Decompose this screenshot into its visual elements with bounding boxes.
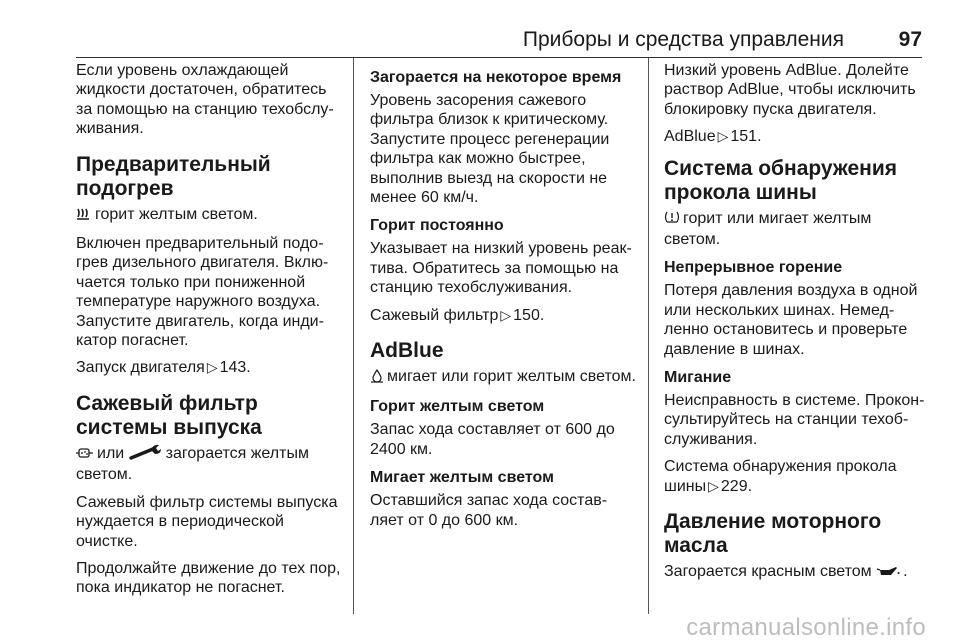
dpf-ref-page[interactable]: 150. <box>513 306 545 324</box>
dpf-ref-text: Сажевый фильтр <box>370 306 499 324</box>
tpms-ref <box>664 457 930 496</box>
lights-briefly-heading: Загорается на некоторое время <box>370 69 622 86</box>
dpf-heading: Сажевый фильтр системы выпуска <box>76 391 262 439</box>
column-2 <box>370 61 636 538</box>
adblue-ref <box>664 127 930 146</box>
column-1 <box>76 61 346 606</box>
lights-constant-heading: Горит постоянно <box>370 217 504 235</box>
page-header <box>0 0 960 60</box>
tire-pressure-icon <box>664 210 680 230</box>
engine-start-ref-page[interactable]: 143. <box>219 359 251 377</box>
adblue-heading: AdBlue <box>370 339 444 363</box>
arrow-icon: ▷ <box>717 128 729 145</box>
coolant-paragraph: Если уровень охлаждающей жидкости достаточен, обратитесь за помощью на станцию техобслу-живания. <box>76 62 334 138</box>
preheat-heading: Предварительный подогрев <box>76 152 271 200</box>
lights-constant-paragraph: Указывает на низкий уровень реак-тива. Обратитесь за помощью на станцию техобслуживания. <box>370 240 632 297</box>
glow-plug-icon <box>76 207 92 226</box>
yellow-constant-heading: Горит желтым светом <box>370 398 545 416</box>
adblue-ref-text: AdBlue <box>664 128 716 146</box>
tpms-indicator-text: горит или мигает желтым светом. <box>664 209 872 249</box>
tpms-heading: Система обнаружения прокола шины <box>664 156 897 204</box>
blink-heading: Мигание <box>664 369 732 387</box>
adblue-indicator-line <box>370 367 636 388</box>
yellow-constant-paragraph: Запас хода составляет от 600 до 2400 км. <box>370 421 615 458</box>
lights-briefly-paragraph: Уровень засорения сажевого фильтра близок к критическому. Запустите процесс регенерации фильтра как можно быстрее, выполнив выезд на скорости не менее 60 км/ч. <box>370 92 610 207</box>
preheat-paragraph: Включен предварительный подо-грев дизельного двигателя. Вклю-чается только при пониженной температуре наружного воздуха. Запустите двигатель, когда инди-катор погаснет. <box>76 235 329 350</box>
preheat-indicator-line <box>76 205 346 226</box>
arrow-icon: ▷ <box>708 477 719 494</box>
tpms-ref-text: Система обнаружения прокола шины <box>664 458 897 495</box>
dpf-indicator-line <box>76 444 346 485</box>
page-number: 97 <box>898 28 922 51</box>
continuous-paragraph: Потеря давления воздуха в одной или нескольких шинах. Немед-ленно остановитесь и проверьте давление в шинах. <box>664 282 918 358</box>
page-title: Приборы и средства управления <box>522 28 844 51</box>
adblue-low-paragraph: Низкий уровень AdBlue. Долейте раствор AdBlue, чтобы исключить блокировку пуска двигателя. <box>664 62 916 118</box>
tpms-indicator-line <box>664 209 930 250</box>
adblue-icon <box>370 369 384 388</box>
column-divider-1 <box>353 58 354 614</box>
adblue-indicator-text: мигает или горит желтым светом. <box>387 368 636 386</box>
adblue-ref-page[interactable]: 151. <box>730 128 762 146</box>
yellow-blink-paragraph: Оставшийся запас хода состав-ляет от 0 до 600 км. <box>370 492 608 529</box>
preheat-indicator-text: горит желтым светом. <box>95 205 258 223</box>
dpf-paragraph-1: Сажевый фильтр системы выпуска нуждается в периодической очистке. <box>76 493 338 550</box>
watermark: carmanualsonline.info <box>686 614 926 641</box>
page-footer <box>0 614 960 642</box>
dpf-ref <box>370 306 636 325</box>
dpf-paragraph-2: Продолжайте движение до тех пор, пока индикатор не погаснет. <box>76 559 341 597</box>
engine-start-ref-text: Запуск двигателя <box>76 359 205 377</box>
arrow-icon: ▷ <box>500 306 512 323</box>
oil-indicator-line: Загорается красным светом . <box>664 562 930 583</box>
column-divider-2 <box>648 58 649 614</box>
engine-start-ref <box>76 358 346 377</box>
continuous-heading: Непрерывное горение <box>664 259 843 277</box>
oil-can-icon <box>876 564 900 583</box>
yellow-blink-heading: Мигает желтым светом <box>370 469 554 487</box>
blink-paragraph: Неисправность в системе. Прокон-сультируйтесь на станции техоб-служивания. <box>664 392 925 448</box>
oil-pressure-heading: Давление моторного масла <box>664 510 882 558</box>
wrench-icon <box>129 444 163 465</box>
column-3 <box>664 61 930 592</box>
dpf-indicator-text: загорается желтым светом. <box>76 444 309 484</box>
dpf-or-text: или <box>97 444 125 462</box>
dpf-icon <box>76 446 94 465</box>
oil-indicator-text: Загорается красным светом <box>664 563 872 581</box>
tpms-ref-page[interactable]: 229. <box>720 477 753 495</box>
header-rule <box>76 57 922 58</box>
arrow-icon: ▷ <box>206 359 218 376</box>
